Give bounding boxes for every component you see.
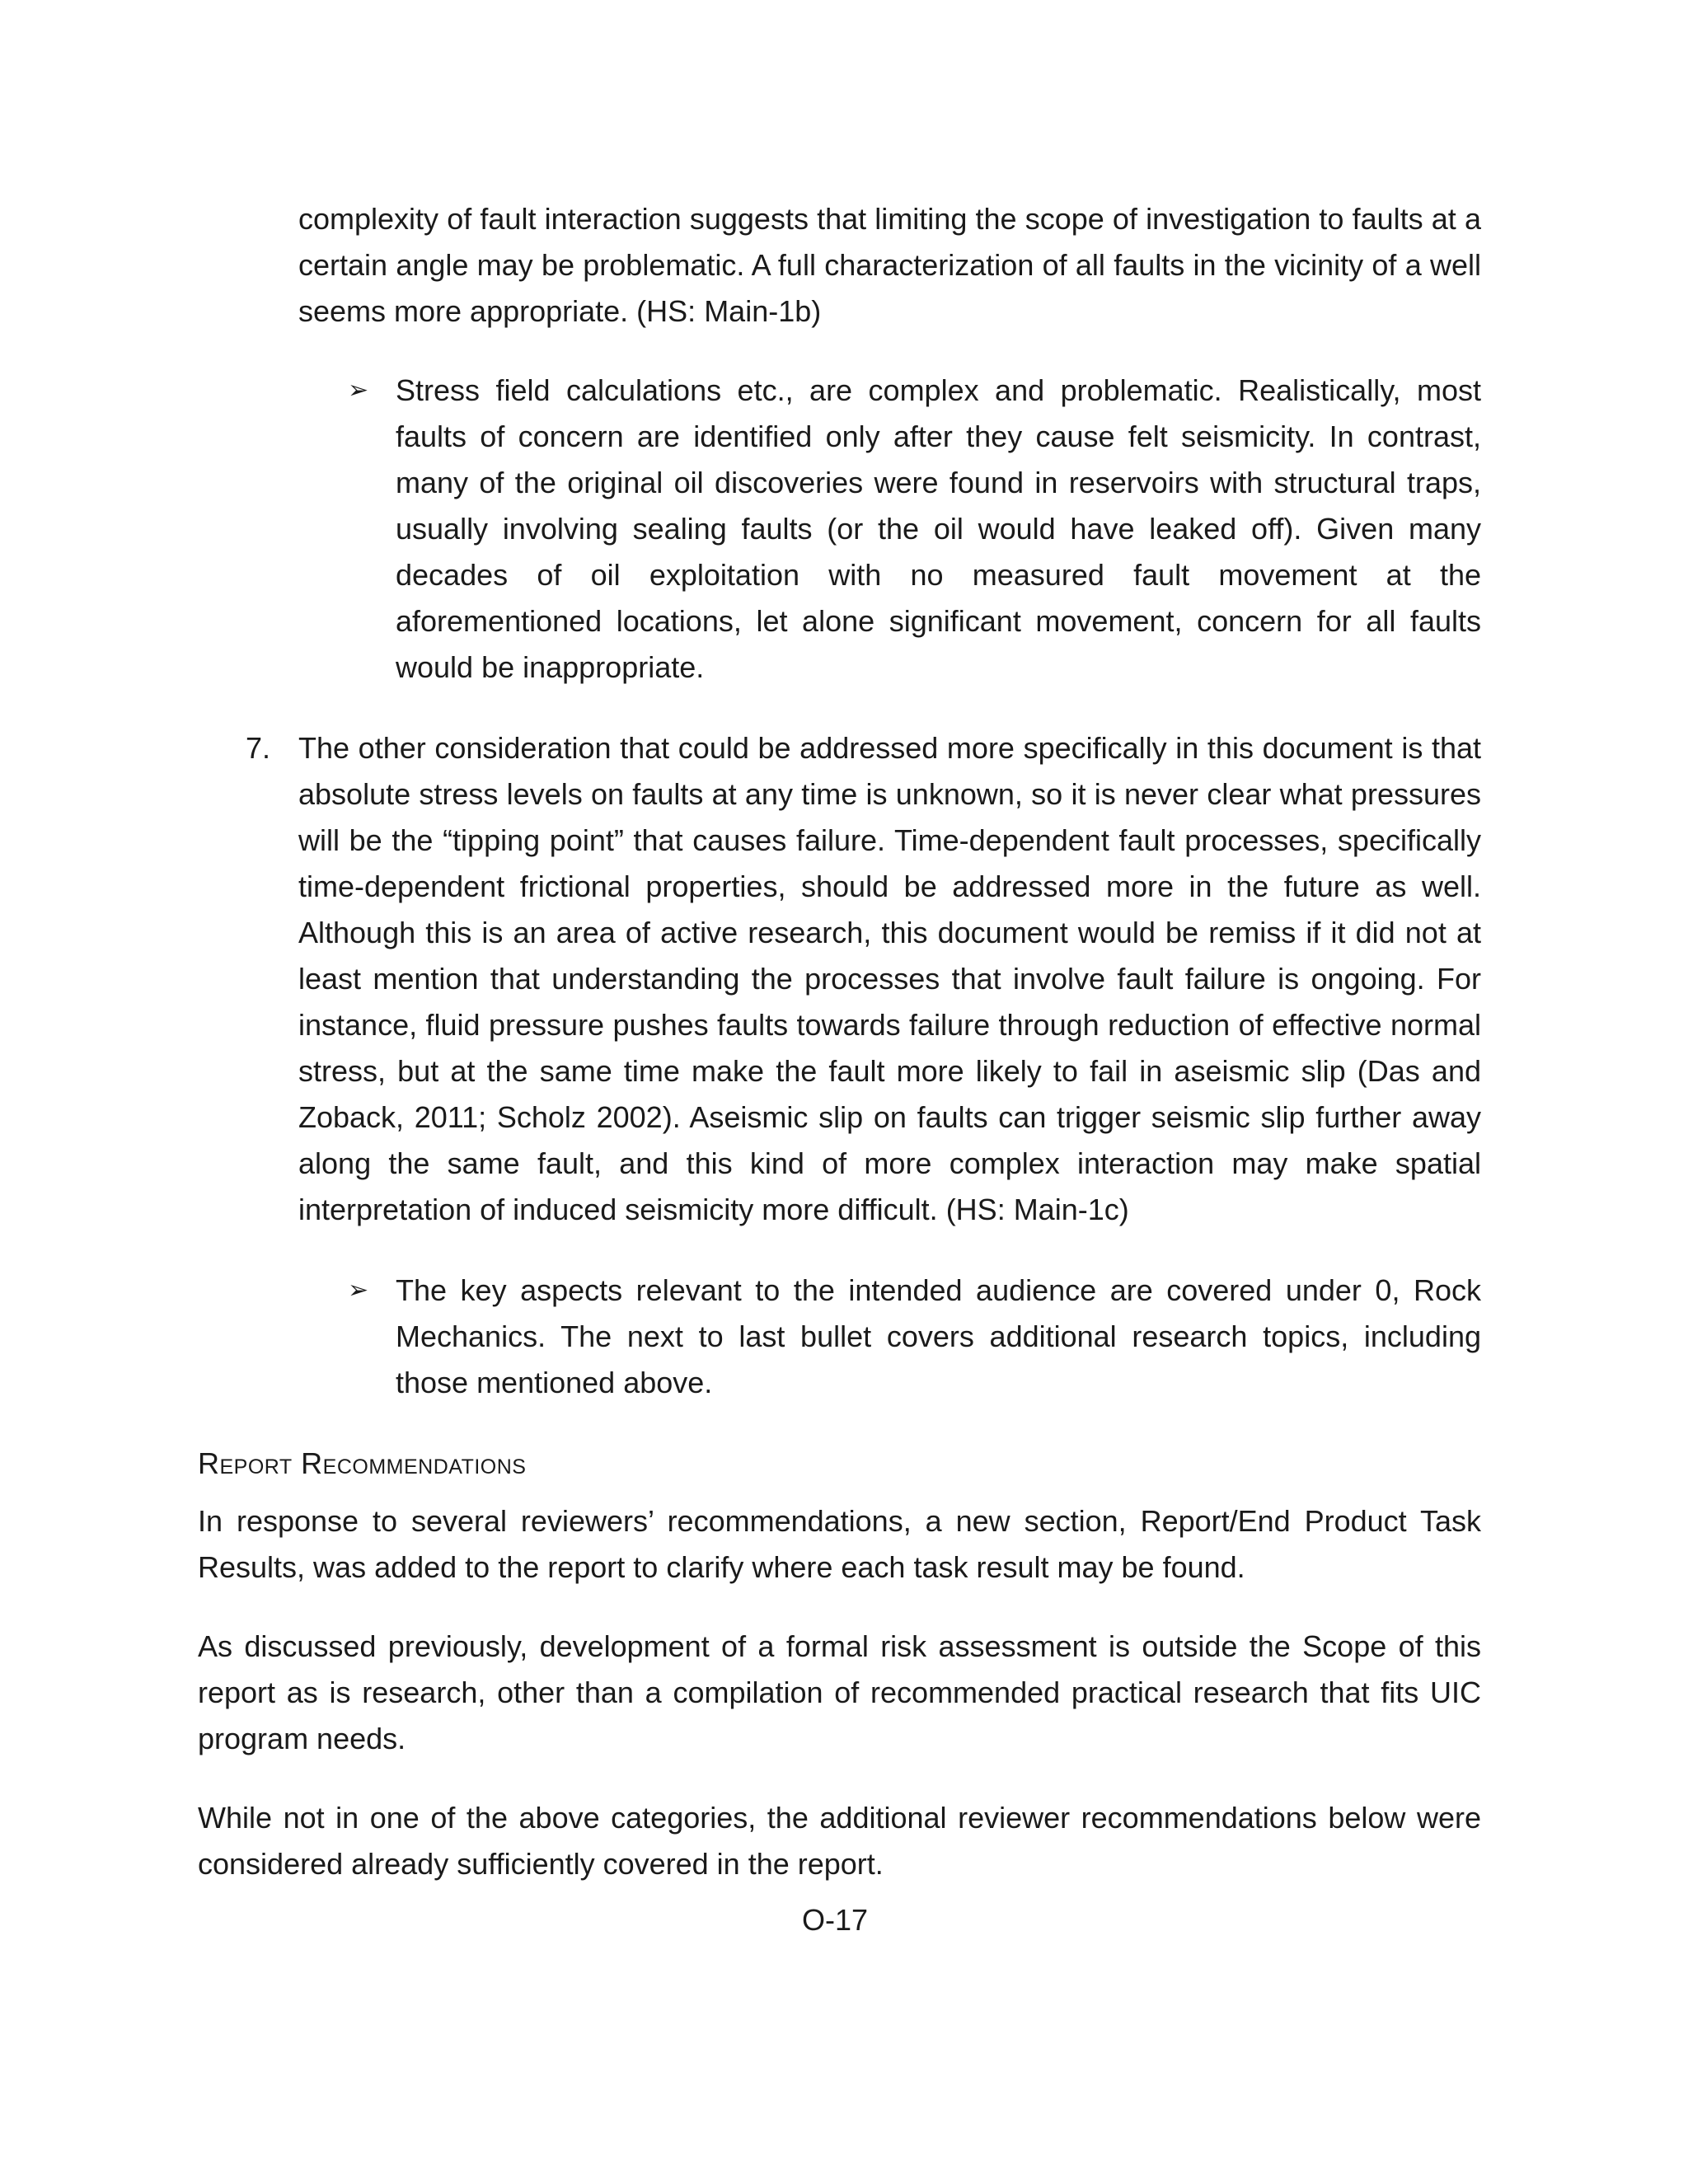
response-text-1: Stress field calculations etc., are complex and problematic. Realistically, most faults of concern are identified only after they cause felt seismicity. In contrast, many of the original oil discoveries were found in reservoirs with structural traps, usually involving sealing faults (or the oil would have leaked off). Given many decades of oil exploitation with no measured fault movement at the aforementioned locations, let alone significant movement, concern for all faults would be inappropriate. xyxy=(396,373,1481,684)
response-text-2: The key aspects relevant to the intended audience are covered under 0, Rock Mechanics. The next to last bullet covers additional research topics, including those mentioned above. xyxy=(396,1273,1481,1399)
item-number: 7. xyxy=(246,731,271,765)
arrow-bullet-icon: ➢ xyxy=(348,377,369,404)
arrow-bullet-icon: ➢ xyxy=(348,1277,369,1304)
section-heading: Report Recommendations xyxy=(198,1446,527,1480)
item-7-text: The other consideration that could be addressed more specifically in this document is that absolute stress levels on faults at any time is unknown, so it is never clear what pressures will be the “tipping point” that causes failure. Time-dependent fault processes, specifically time-dependent frictional properties, should be addressed more in the future as well. Although this is an area of active research, this document would be remiss if it did not at least mention that understanding the processes that involve fault failure is ongoing. For instance, fluid pressure pushes faults towards failure through reduction of effective normal stress, but at the same time make the fault more likely to fail in aseismic slip (Das and Zoback, 2011; Scholz 2002). Aseismic slip on faults can trigger seismic slip further away along the same fault, and this kind of more complex interaction may make spatial interpretation of induced seismicity more difficult. (HS: Main-1c) xyxy=(298,731,1481,1226)
body-paragraph-1: In response to several reviewers’ recommendations, a new section, Report/End Product Task Results, was added to the report to clarify where each task result may be found. xyxy=(198,1504,1481,1584)
body-paragraph-3: While not in one of the above categories, the additional reviewer recommendations below were considered already sufficiently covered in the report. xyxy=(198,1801,1481,1881)
intro-paragraph: complexity of fault interaction suggests that limiting the scope of investigation to faults at a certain angle may be problematic. A full characterization of all faults in the vicinity of a well seems more appropriate. (HS: Main-1b) xyxy=(298,202,1481,328)
body-paragraph-2: As discussed previously, development of a formal risk assessment is outside the Scope of this report as is research, other than a compilation of recommended practical research that fits UIC program needs. xyxy=(198,1629,1481,1755)
page-number: O-17 xyxy=(801,1903,869,1937)
